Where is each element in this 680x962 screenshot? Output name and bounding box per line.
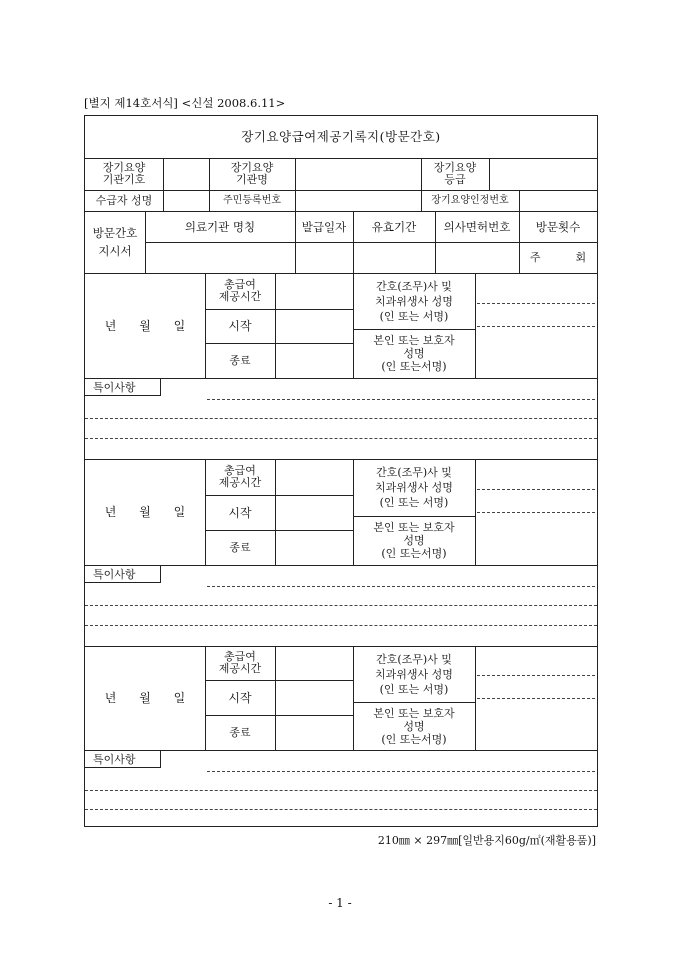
start-label: 시작 bbox=[228, 319, 252, 333]
record-date[interactable]: 년 월 일 bbox=[104, 505, 186, 519]
certification-number-label: 장기요양인정번호 bbox=[431, 194, 509, 206]
medical-institution-field[interactable] bbox=[145, 242, 295, 273]
nurse-sign-label: 간호(조무)사 및 치과위생사 성명 (인 또는 서명) bbox=[375, 279, 453, 323]
paper-spec-note: 210㎜ × 297㎜[일반용지60g/㎡(재활용품)] bbox=[377, 834, 596, 847]
institution-code-field[interactable] bbox=[163, 158, 209, 190]
notes-label: 특이사항 bbox=[85, 565, 161, 583]
issue-date-label: 발급일자 bbox=[301, 219, 347, 234]
guardian-sign-label: 본인 또는 보호자 성명 (인 또는서명) bbox=[373, 334, 455, 373]
guardian-sign-label: 본인 또는 보호자 성명 (인 또는서명) bbox=[373, 706, 455, 746]
total-time-field[interactable] bbox=[275, 273, 353, 309]
record-date[interactable]: 년 월 일 bbox=[104, 691, 186, 705]
notes-line[interactable] bbox=[85, 790, 597, 791]
validity-label: 유효기간 bbox=[371, 219, 417, 234]
signature-field[interactable] bbox=[475, 273, 597, 378]
end-field[interactable] bbox=[275, 715, 353, 750]
recipient-name-label: 수급자 성명 bbox=[95, 193, 153, 207]
visit-count-label: 방문횟수 bbox=[535, 219, 581, 234]
start-field[interactable] bbox=[275, 680, 353, 715]
resident-number-label: 주민등록번호 bbox=[223, 194, 281, 206]
notes-line[interactable] bbox=[207, 586, 595, 587]
start-field[interactable] bbox=[275, 495, 353, 530]
form-header-note: [별지 제14호서식] <신설 2008.6.11> bbox=[84, 96, 286, 110]
signature-field[interactable] bbox=[475, 459, 597, 565]
notes-label: 특이사항 bbox=[85, 750, 161, 768]
end-field[interactable] bbox=[275, 530, 353, 565]
notes-line[interactable] bbox=[207, 399, 595, 400]
medical-institution-label: 의료기관 명칭 bbox=[184, 219, 256, 234]
notes-line[interactable] bbox=[85, 418, 597, 419]
form-title: 장기요양급여제공기록지(방문간호) bbox=[241, 129, 441, 144]
notes-line[interactable] bbox=[85, 605, 597, 606]
total-time-field[interactable] bbox=[275, 646, 353, 680]
visit-count-field[interactable]: 주 회 bbox=[529, 250, 587, 264]
institution-name-label: 장기요양 기관명 bbox=[230, 161, 274, 186]
grade-label: 장기요양 등급 bbox=[433, 161, 477, 186]
page-number: - 1 - bbox=[328, 896, 352, 910]
notes-line[interactable] bbox=[85, 438, 597, 439]
signature-field[interactable] bbox=[475, 646, 597, 750]
nursing-visit-record-form bbox=[84, 115, 598, 827]
issue-date-field[interactable] bbox=[295, 242, 353, 273]
resident-number-field[interactable] bbox=[295, 190, 421, 211]
end-label: 종료 bbox=[229, 540, 251, 554]
validity-field[interactable] bbox=[353, 242, 435, 273]
notes-line[interactable] bbox=[85, 625, 597, 626]
notes-label: 특이사항 bbox=[85, 378, 161, 396]
certification-number-field[interactable] bbox=[519, 190, 597, 211]
total-time-label: 총급여 제공시간 bbox=[218, 278, 262, 303]
record-date[interactable]: 년 월 일 bbox=[104, 318, 186, 333]
instruction-label: 방문간호 지시서 bbox=[92, 226, 138, 258]
guardian-sign-label: 본인 또는 보호자 성명 (인 또는서명) bbox=[373, 521, 455, 560]
notes-line[interactable] bbox=[207, 771, 595, 772]
institution-name-field[interactable] bbox=[295, 158, 421, 190]
end-label: 종료 bbox=[229, 353, 251, 367]
institution-code-label: 장기요양 기관기호 bbox=[102, 161, 146, 186]
start-label: 시작 bbox=[228, 505, 252, 520]
license-number-label: 의사면허번호 bbox=[443, 219, 511, 234]
end-field[interactable] bbox=[275, 343, 353, 378]
notes-line[interactable] bbox=[85, 809, 597, 810]
nurse-sign-label: 간호(조무)사 및 치과위생사 성명 (인 또는 서명) bbox=[375, 466, 453, 509]
start-field[interactable] bbox=[275, 309, 353, 343]
grade-field[interactable] bbox=[489, 158, 597, 190]
nurse-sign-label: 간호(조무)사 및 치과위생사 성명 (인 또는 서명) bbox=[375, 652, 453, 696]
total-time-label: 총급여 제공시간 bbox=[218, 464, 262, 489]
total-time-field[interactable] bbox=[275, 459, 353, 495]
recipient-name-field[interactable] bbox=[163, 190, 209, 211]
start-label: 시작 bbox=[228, 690, 252, 705]
total-time-label: 총급여 제공시간 bbox=[218, 650, 262, 675]
license-number-field[interactable] bbox=[435, 242, 519, 273]
end-label: 종료 bbox=[229, 725, 251, 739]
